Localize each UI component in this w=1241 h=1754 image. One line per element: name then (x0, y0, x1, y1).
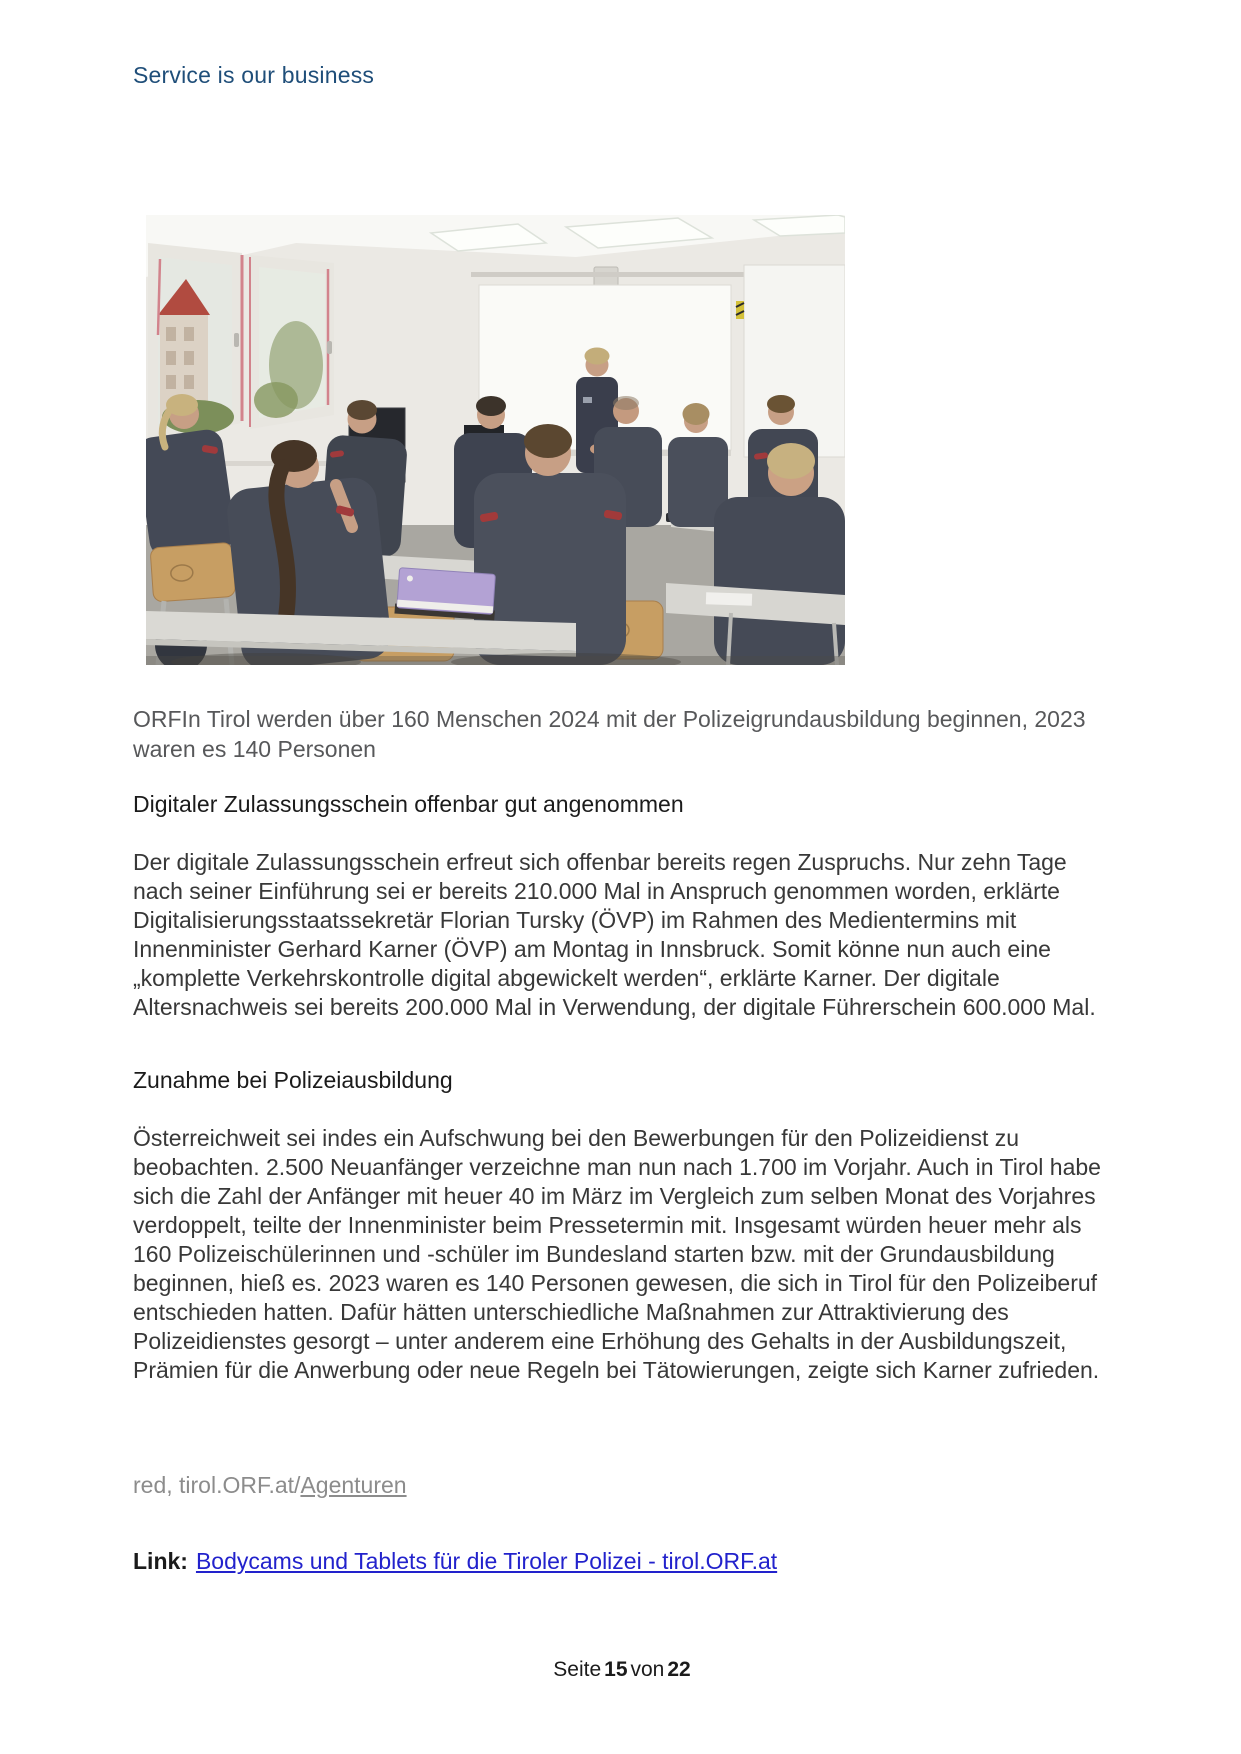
paragraph-zulassungsschein: Der digitale Zulassungsschein erfreut sich offenbar bereits regen Zuspruchs. Nur zehn Tage nach seiner Einführung sei er bereits 210.000 Mal in Anspruch genommen worden, erklärte Digitalisierungsstaatssekretär Florian Tursky (ÖVP) im Rahmen des Medientermins mit Innenminister Gerhard Karner (ÖVP) am Montag in Innsbruck. Somit könne nun auch eine „komplette Verkehrskontrolle digital abgewickelt werden“, erklärte Karner. Der digitale Altersnachweis sei bereits 200.000 Mal in Verwendung, der digitale Führerschein 600.000 Mal. (133, 849, 1096, 1020)
article-photo (146, 215, 845, 665)
section-heading-polizeiausbildung: Zunahme bei Polizeiausbildung (133, 1067, 453, 1093)
section-heading-zulassungsschein: Digitaler Zulassungsschein offenbar gut angenommen (133, 791, 684, 817)
footer-page-number: 15 (604, 1658, 628, 1681)
footer-total-pages: 22 (667, 1658, 691, 1681)
agenturen-link[interactable]: Agenturen (300, 1472, 407, 1498)
classroom-scene-illustration (146, 215, 845, 665)
byline (133, 1472, 1098, 1499)
footer-label-of: von (630, 1658, 665, 1681)
page-header-slogan: Service is our business (133, 62, 375, 88)
whiteboards (471, 265, 845, 457)
paragraph-polizeiausbildung: Österreichweit sei indes ein Aufschwung bei den Bewerbungen für den Polizeidienst zu beobachten. 2.500 Neuanfänger verzeichne man nun nach 1.700 im Vorjahr. Auch in Tirol habe sich die Zahl der Anfänger mit heuer 40 im März im Vergleich zum selben Monat des Vorjahres verdoppelt, teilte der Innenminister beim Pressetermin mit. Insgesamt würden heuer mehr als 160 Polizeischülerinnen und -schüler im Bundesland starten bzw. mit der Grundausbildung beginnen, hieß es. 2023 waren es 140 Personen gewesen, die sich in Tirol für den Polizeiberuf entschieden hatten. Dafür hätten unterschiedliche Maßnahmen zur Attraktivierung des Polizeidienstes gesorgt – unter anderem eine Erhöhung des Gehalts in der Ausbildungszeit, Prämien für die Anwerbung oder neue Regeln bei Tätowierungen, zeigte sich Karner zufrieden. (133, 1125, 1101, 1383)
link-label: Link: (133, 1548, 188, 1574)
related-link-row (133, 1548, 1098, 1575)
paper-right (706, 592, 752, 606)
page-footer (0, 1658, 1241, 1682)
purple-folder (394, 568, 497, 621)
byline-credit: red, tirol.ORF.at/ (133, 1472, 301, 1498)
footer-label-page: Seite (553, 1658, 602, 1681)
bodycams-article-link[interactable]: Bodycams und Tablets für die Tiroler Polizei - tirol.ORF.at (195, 1548, 778, 1574)
photo-caption: ORFIn Tirol werden über 160 Menschen 2024 mit der Polizeigrundausbildung beginnen, 2023 waren es 140 Personen (133, 706, 1086, 762)
